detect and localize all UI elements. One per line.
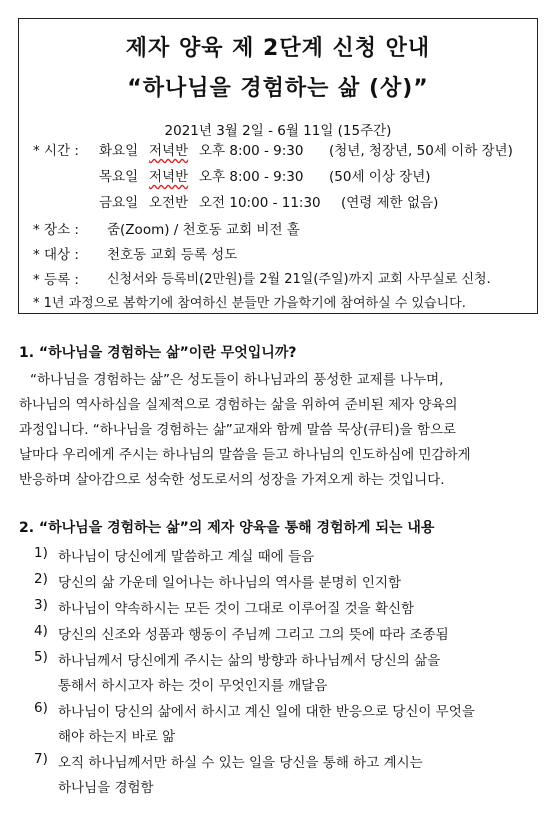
program-dates: 2021년 3월 2일 - 6월 11일 (15주간) [164, 123, 392, 139]
schedule-day: 금요일 [99, 195, 139, 211]
schedule-time: 오전 10:00 - 11:30 [199, 195, 321, 211]
list-item-continued: 통해서 하시고자 하는 것이 무엇인지를 깨달음 [58, 678, 328, 694]
list-item: 하나님이 당신의 삶에서 하시고 계신 일에 대한 반응으로 당신이 무엇을 [58, 704, 475, 720]
schedule-note: (50세 이상 장년) [329, 169, 431, 185]
schedule-note: (청년, 청장년, 50세 이하 장년) [329, 143, 513, 159]
section1-title: 1. “하나님을 경험하는 삶”이란 무엇입니까? [19, 345, 297, 361]
section1-line: 과정입니다. “하나님을 경험하는 삶”교재와 함께 말씀 묵상(큐티)을 함으로 [19, 422, 457, 438]
list-item-number: 2) [34, 571, 48, 587]
schedule-day: 화요일 [99, 143, 139, 159]
list-item: 하나님께서 당신에게 주시는 삶의 방향과 하나님께서 당신의 삶을 [58, 653, 441, 669]
schedule-time: 오후 8:00 - 9:30 [199, 143, 304, 159]
list-item: 하나님이 당신에게 말씀하고 계실 때에 들음 [58, 549, 315, 565]
schedule-note: (연령 제한 없음) [341, 195, 439, 211]
schedule-day: 목요일 [99, 169, 139, 185]
section1-line: “하나님을 경험하는 삶”은 성도들이 하나님과의 풍성한 교제를 나누며, [30, 372, 444, 388]
schedule-time: 오후 8:00 - 9:30 [199, 169, 304, 185]
list-item-number: 1) [34, 545, 48, 561]
list-item: 하나님이 약속하시는 모든 것이 그대로 이루어질 것을 확신함 [58, 601, 415, 617]
list-item-number: 7) [34, 751, 48, 767]
section1-line: 날마다 우리에게 주시는 하나님의 말씀을 듣고 하나님의 인도하심에 민감하게 [19, 447, 471, 463]
list-item-number: 5) [34, 649, 48, 665]
list-item: 당신의 삶 가운데 일어나는 하나님의 역사를 분명히 인지함 [58, 575, 402, 591]
announcement-box [18, 18, 538, 314]
list-item-number: 6) [34, 700, 48, 716]
registration-value: 신청서와 등록비(2만원)를 2월 21일(주일)까지 교회 사무실로 신청. [107, 272, 491, 287]
section2-title: 2. “하나님을 경험하는 삶”의 제자 양육을 통해 경험하게 되는 내용 [19, 520, 435, 536]
location-label: * 장소 : [33, 222, 79, 238]
notice-text: * 1년 과정으로 봄학기에 참여하신 분들만 가을학기에 참여하실 수 있습니다. [33, 296, 466, 311]
list-item: 오직 하나님께서만 하실 수 있는 일을 당신을 통해 하고 계시는 [58, 755, 423, 771]
schedule-label: * 시간 : [33, 143, 79, 159]
section1-line: 반응하며 살아감으로 성숙한 성도로서의 성장을 가져오게 하는 것입니다. [19, 472, 445, 488]
list-item-number: 4) [34, 623, 48, 639]
page-subtitle: “하나님을 경험하는 삶 (상)” [127, 76, 429, 101]
schedule-class: 오전반 [149, 195, 189, 211]
location-value: 줌(Zoom) / 천호동 교회 비전 홀 [107, 222, 300, 238]
list-item-continued: 해야 하는지 바로 앎 [58, 729, 176, 745]
list-item: 당신의 신조와 성품과 행동이 주님께 그리고 그의 뜻에 따라 조종됨 [58, 627, 449, 643]
schedule-class: 저녁반 [149, 169, 189, 185]
list-item-number: 3) [34, 597, 48, 613]
registration-label: * 등록 : [33, 272, 79, 288]
page-title: 제자 양육 제 2단계 신청 안내 [125, 36, 431, 61]
section1-line: 하나님의 역사하심을 실제적으로 경험하는 삶을 위하여 준비된 제자 양육의 [19, 397, 458, 413]
target-value: 천호동 교회 등록 성도 [107, 247, 238, 263]
target-label: * 대상 : [33, 247, 79, 263]
schedule-class: 저녁반 [149, 143, 189, 159]
list-item-continued: 하나님을 경험함 [58, 780, 154, 796]
